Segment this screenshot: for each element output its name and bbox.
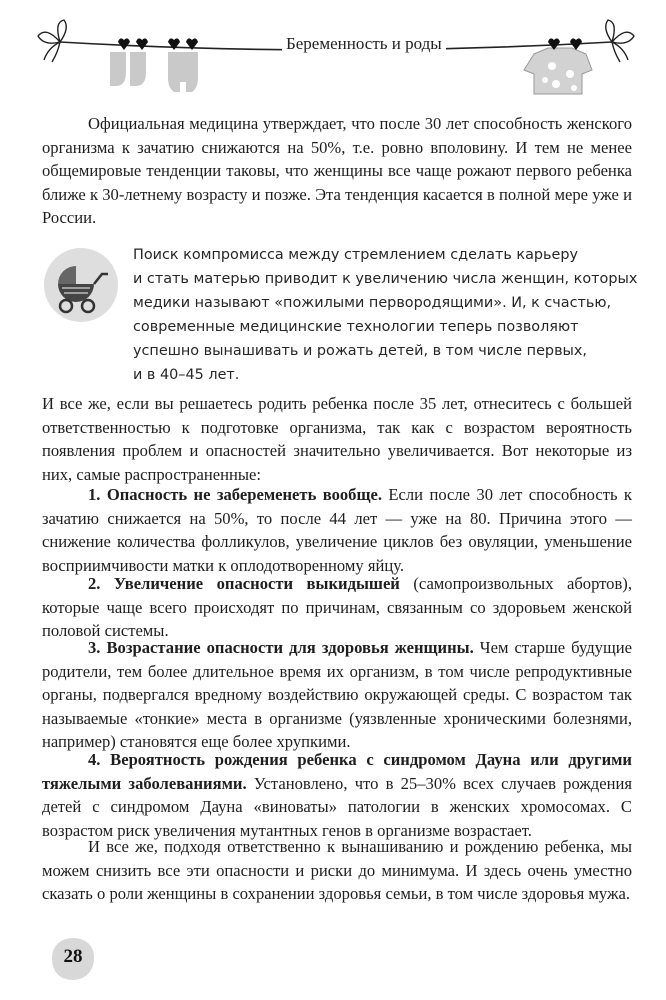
callout-line: успешно вынашивать и рожать детей, в том числе первых, bbox=[133, 343, 588, 359]
callout-line: и в 40–45 лет. bbox=[133, 367, 240, 383]
bow-icon bbox=[38, 20, 66, 62]
baby-romper-icon bbox=[168, 38, 198, 92]
clothesline-decoration bbox=[0, 0, 666, 110]
callout-line: современные медицинские технологии теперь позволяют bbox=[133, 319, 579, 335]
callout-box bbox=[133, 243, 638, 387]
risk-item-4 bbox=[42, 748, 632, 842]
callout-line: и стать матерью приводит к увеличению числа женщин, которых bbox=[133, 271, 638, 287]
callout-line: медики называют «пожилыми первородящими». И, к счастью, bbox=[133, 295, 612, 311]
risk-item-2-text: (самопроизвольных абортов), которые чаще всего происходят по причинам, связанным со здоровьем женской половой системы. bbox=[42, 574, 632, 640]
baby-shirt-icon bbox=[524, 38, 592, 94]
risks-intro-paragraph: И все же, если вы решаетесь родить ребенка после 35 лет, отнеситесь с большей ответственностью к подготовке организма, так как с возрастом вероятность появления проблем и опасностей значительно увеличивается. Вот некоторые из них, самые распространенные: bbox=[42, 394, 632, 484]
risk-item-2-title: 2. Увеличение опасности выкидышей bbox=[88, 574, 400, 593]
risk-item-2 bbox=[42, 572, 632, 643]
risk-item-3 bbox=[42, 636, 632, 754]
risk-item-4-text: Установлено, что в 25–30% всех случаев рождения детей с синдромом Дауна «виноваты» патологии в женских хромосомах. С возрастом риск увеличения мутантных генов в организме возрастает. bbox=[42, 773, 632, 840]
closing-paragraph: И все же, подходя ответственно к вынашиванию и рождению ребенка, мы можем снизить все эти опасности и риски до минимума. И здесь очень уместно сказать о роли женщины в сохранении здоровья семьи, в том числе здоровья мужа. bbox=[42, 837, 632, 903]
page-number: 28 bbox=[63, 946, 83, 967]
callout-line: Поиск компромисса между стремлением сделать карьеру bbox=[133, 247, 579, 263]
risk-item-1-text: Если после 30 лет способность к зачатию снижается на 50%, то после 44 лет — уже на 80. Причина этого — снижение количества фолликулов, увеличение циклов без овуляции, уменьшение восприимчивости матки к оплодотворенному яйцу. bbox=[42, 485, 632, 575]
running-title: Беременность и роды bbox=[282, 34, 446, 54]
risk-item-1 bbox=[42, 483, 632, 577]
bow-icon bbox=[606, 20, 634, 62]
intro-paragraph: Официальная медицина утверждает, что после 30 лет способность женского организма к зачатию снижаются на 50%, т.е. ровно вполовину. И тем не менее общемировые тенденции таковы, что женщины все чаще рожают первого ребенка ближе к 30-летнему возрасту и позже. Эта тенденция касается в полной мере уже и России. bbox=[42, 114, 632, 227]
risk-item-4-title: 4. Вероятность рождения ребенка с синдромом Дауна или другими тяжелыми заболеваниями. bbox=[42, 750, 632, 793]
baby-carriage-icon bbox=[42, 246, 120, 324]
risk-item-3-text: Чем старше будущие родители, тем более длительное время их организм, в том числе репродуктивные органы, подвергался вредному воздействию окружающей среды. С возрастом так называемые «тонкие» места в организме (уязвленные хроническими болезнями, например) становятся еще более хрупкими. bbox=[42, 638, 632, 751]
risk-item-1-title: 1. Опасность не забеременеть вообще. bbox=[88, 485, 382, 504]
page-header bbox=[0, 0, 666, 110]
risk-item-3-title: 3. Возрастание опасности для здоровья женщины. bbox=[88, 638, 474, 657]
